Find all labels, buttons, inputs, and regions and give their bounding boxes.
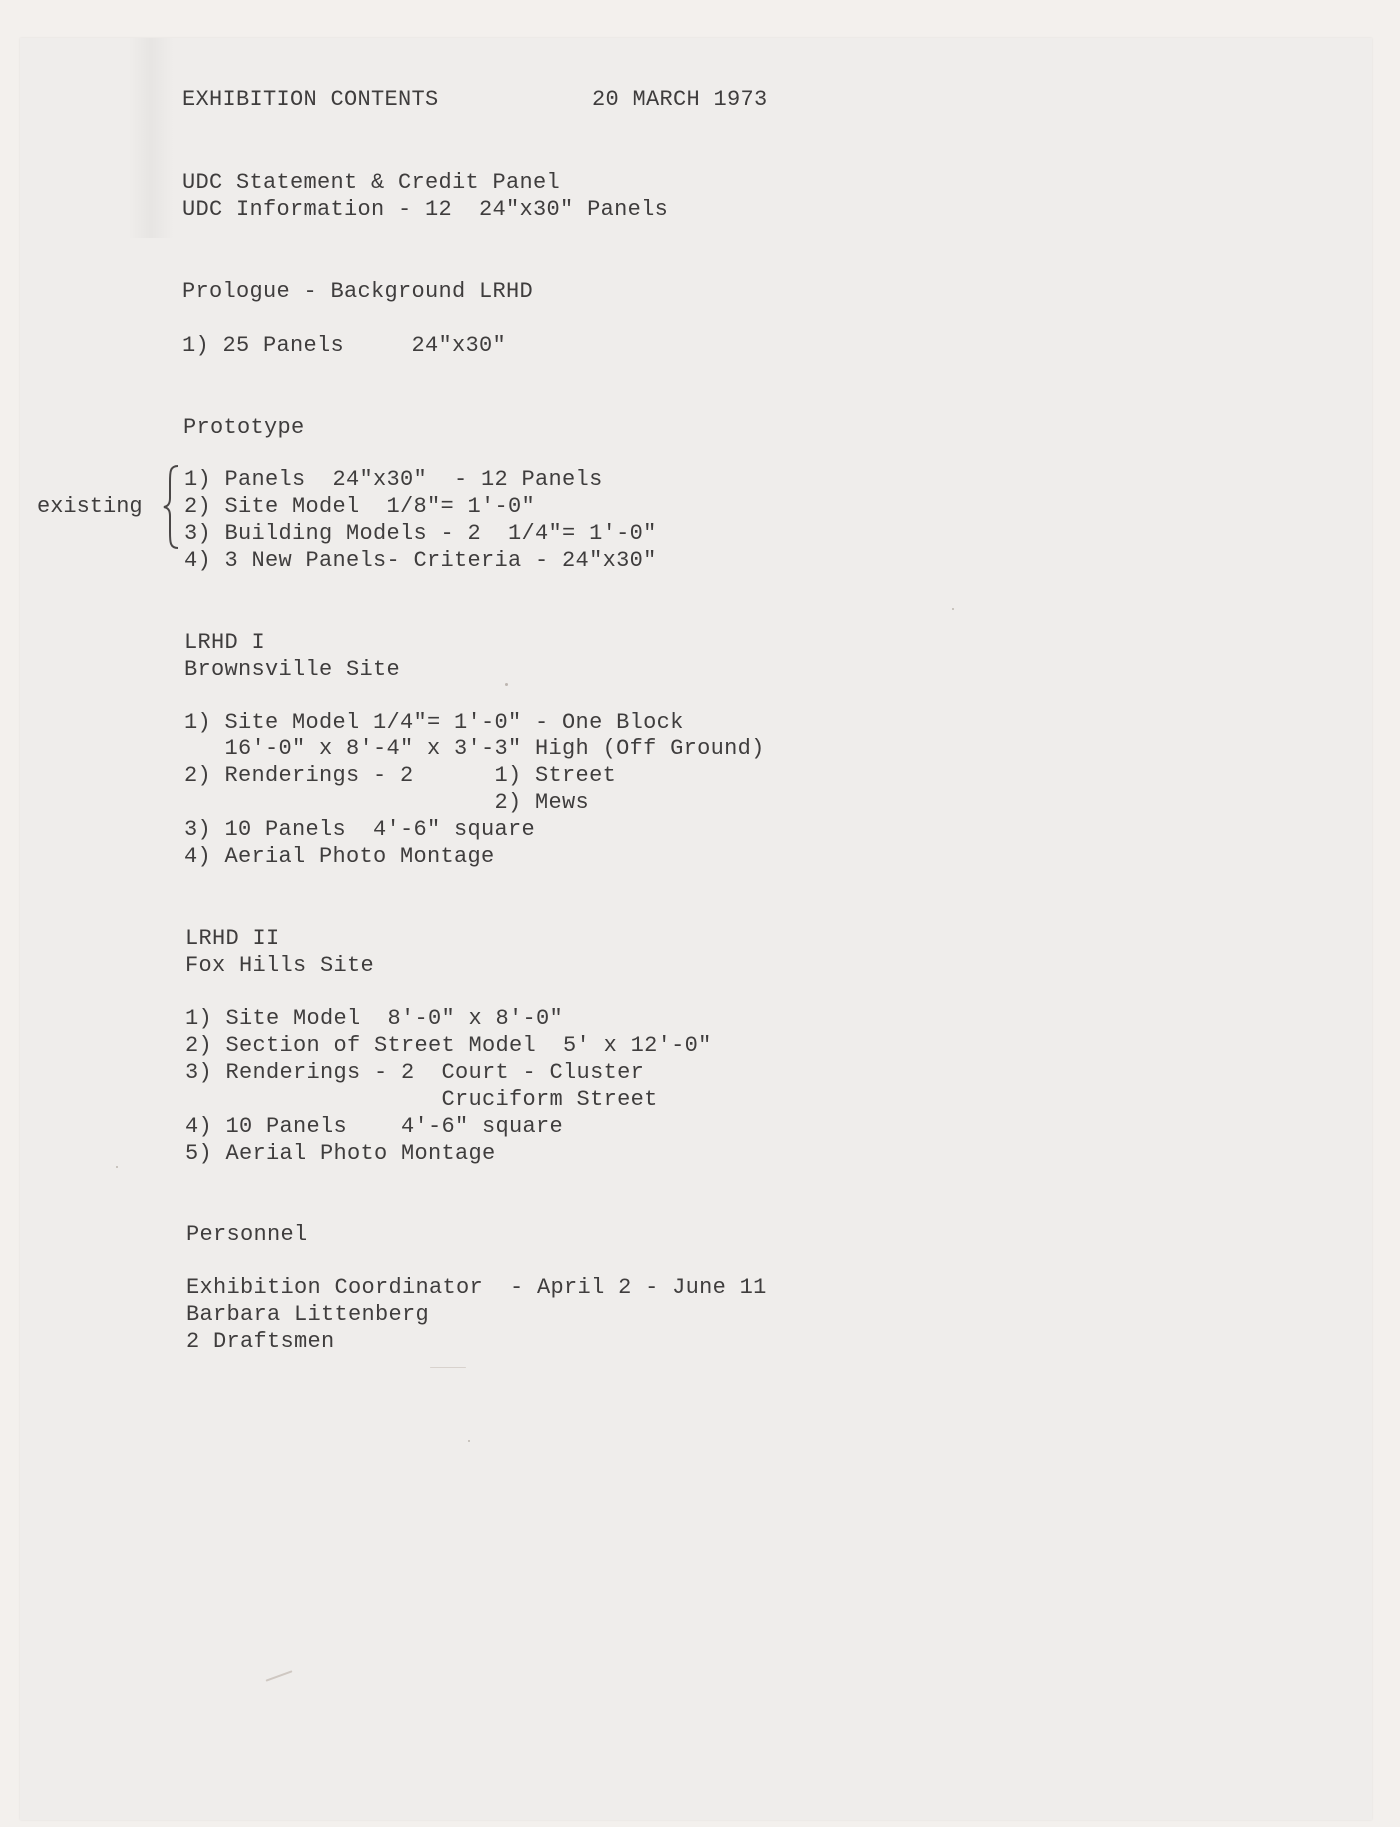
document-title: EXHIBITION CONTENTS bbox=[182, 87, 439, 112]
prototype-item-2: 2) Site Model 1/8"= 1'-0" bbox=[184, 494, 536, 519]
prototype-item-1: 1) Panels 24"x30" - 12 Panels bbox=[184, 467, 603, 492]
paper-speck bbox=[468, 1440, 470, 1442]
udc-information-line: UDC Information - 12 24"x30" Panels bbox=[182, 197, 669, 222]
personnel-heading: Personnel bbox=[186, 1222, 308, 1247]
personnel-line-2: Barbara Littenberg bbox=[186, 1302, 430, 1327]
lrhd2-heading: LRHD II bbox=[185, 926, 280, 951]
paper-speck bbox=[116, 1166, 118, 1168]
lrhd1-line-3: 2) Renderings - 2 1) Street bbox=[184, 763, 617, 788]
lrhd1-line-5: 3) 10 Panels 4'-6" square bbox=[184, 817, 536, 842]
lrhd1-line-6: 4) Aerial Photo Montage bbox=[184, 844, 495, 869]
prototype-item-4: 4) 3 New Panels- Criteria - 24"x30" bbox=[184, 548, 657, 573]
prologue-item: 1) 25 Panels 24"x30" bbox=[182, 333, 507, 358]
lrhd1-line-2: 16'-0" x 8'-4" x 3'-3" High (Off Ground) bbox=[184, 736, 765, 761]
brace-mark bbox=[162, 464, 182, 550]
udc-statement-line: UDC Statement & Credit Panel bbox=[182, 170, 561, 195]
lrhd2-line-6: 5) Aerial Photo Montage bbox=[185, 1141, 496, 1166]
prologue-heading: Prologue - Background LRHD bbox=[182, 279, 534, 304]
lrhd2-site: Fox Hills Site bbox=[185, 953, 375, 978]
lrhd2-line-3: 3) Renderings - 2 Court - Cluster bbox=[185, 1060, 645, 1085]
lrhd1-heading: LRHD I bbox=[184, 630, 266, 655]
paper-speck bbox=[952, 608, 954, 610]
prototype-item-3: 3) Building Models - 2 1/4"= 1'-0" bbox=[184, 521, 657, 546]
paper-speck bbox=[505, 683, 508, 686]
lrhd1-line-1: 1) Site Model 1/4"= 1'-0" - One Block bbox=[184, 710, 684, 735]
paper-scratch bbox=[430, 1367, 466, 1368]
lrhd2-line-4: Cruciform Street bbox=[185, 1087, 658, 1112]
personnel-line-1: Exhibition Coordinator - April 2 - June 11 bbox=[186, 1275, 767, 1300]
lrhd2-line-5: 4) 10 Panels 4'-6" square bbox=[185, 1114, 564, 1139]
personnel-line-3: 2 Draftsmen bbox=[186, 1329, 335, 1354]
lrhd2-line-2: 2) Section of Street Model 5' x 12'-0" bbox=[185, 1033, 712, 1058]
lrhd1-site: Brownsville Site bbox=[184, 657, 401, 682]
lrhd2-line-1: 1) Site Model 8'-0" x 8'-0" bbox=[185, 1006, 564, 1031]
document-date: 20 MARCH 1973 bbox=[592, 87, 768, 112]
prototype-heading: Prototype bbox=[183, 415, 305, 440]
lrhd1-line-4: 2) Mews bbox=[184, 790, 590, 815]
existing-margin-note: existing bbox=[37, 494, 143, 519]
